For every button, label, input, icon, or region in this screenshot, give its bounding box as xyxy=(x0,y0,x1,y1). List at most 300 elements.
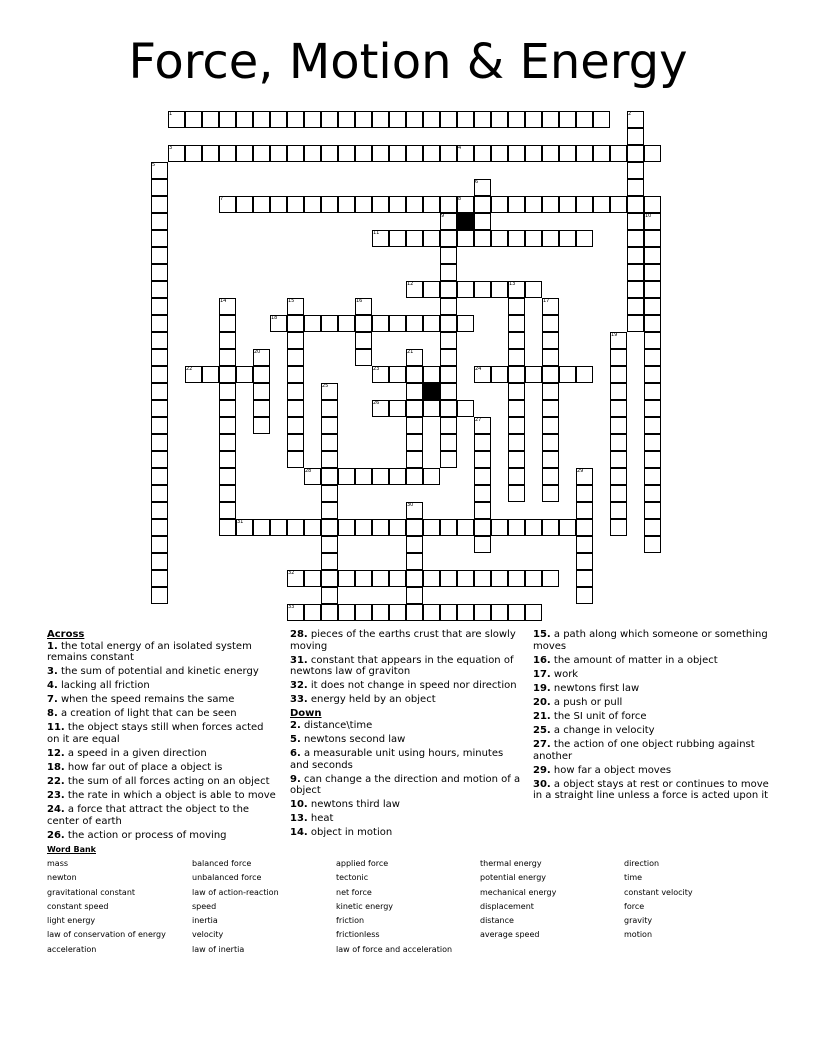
grid-cell[interactable] xyxy=(457,230,474,247)
grid-cell[interactable] xyxy=(491,145,508,162)
grid-cell[interactable] xyxy=(525,111,542,128)
grid-cell[interactable] xyxy=(627,247,644,264)
grid-cell[interactable] xyxy=(202,366,219,383)
grid-cell[interactable] xyxy=(508,485,525,502)
grid-cell[interactable] xyxy=(474,485,491,502)
grid-cell[interactable] xyxy=(542,111,559,128)
grid-cell[interactable] xyxy=(423,468,440,485)
grid-cell[interactable] xyxy=(406,366,423,383)
grid-cell[interactable] xyxy=(151,553,168,570)
grid-cell[interactable] xyxy=(219,502,236,519)
grid-cell[interactable] xyxy=(627,264,644,281)
grid-cell[interactable] xyxy=(151,247,168,264)
grid-cell[interactable] xyxy=(321,400,338,417)
grid-cell[interactable] xyxy=(627,145,644,162)
grid-cell[interactable] xyxy=(559,366,576,383)
grid-cell[interactable] xyxy=(474,519,491,536)
grid-cell[interactable] xyxy=(508,298,525,315)
grid-cell[interactable] xyxy=(287,315,304,332)
grid-cell[interactable] xyxy=(644,349,661,366)
grid-cell[interactable] xyxy=(576,485,593,502)
grid-cell[interactable] xyxy=(389,111,406,128)
grid-cell[interactable] xyxy=(542,315,559,332)
grid-cell[interactable] xyxy=(508,366,525,383)
grid-cell[interactable] xyxy=(406,468,423,485)
grid-cell[interactable] xyxy=(474,196,491,213)
grid-cell[interactable] xyxy=(321,519,338,536)
grid-cell[interactable] xyxy=(542,451,559,468)
grid-cell[interactable] xyxy=(406,570,423,587)
grid-cell[interactable] xyxy=(338,604,355,621)
grid-cell[interactable] xyxy=(508,519,525,536)
grid-cell[interactable] xyxy=(440,451,457,468)
grid-cell[interactable] xyxy=(508,230,525,247)
grid-cell[interactable] xyxy=(423,281,440,298)
grid-cell[interactable] xyxy=(389,519,406,536)
grid-cell[interactable] xyxy=(525,145,542,162)
grid-cell[interactable] xyxy=(576,111,593,128)
grid-cell[interactable] xyxy=(491,230,508,247)
grid-cell[interactable] xyxy=(389,230,406,247)
grid-cell[interactable] xyxy=(321,315,338,332)
grid-cell[interactable] xyxy=(440,315,457,332)
grid-cell[interactable] xyxy=(542,519,559,536)
grid-cell[interactable] xyxy=(236,111,253,128)
grid-cell[interactable] xyxy=(406,400,423,417)
grid-cell[interactable] xyxy=(355,519,372,536)
grid-cell[interactable] xyxy=(644,485,661,502)
grid-cell[interactable] xyxy=(457,281,474,298)
grid-cell[interactable] xyxy=(151,519,168,536)
grid-cell[interactable] xyxy=(406,315,423,332)
grid-cell[interactable] xyxy=(610,417,627,434)
grid-cell[interactable] xyxy=(253,519,270,536)
grid-cell[interactable] xyxy=(440,519,457,536)
grid-cell[interactable] xyxy=(542,349,559,366)
grid-cell[interactable] xyxy=(151,468,168,485)
grid-cell[interactable] xyxy=(525,281,542,298)
grid-cell[interactable] xyxy=(610,383,627,400)
grid-cell[interactable] xyxy=(491,111,508,128)
grid-cell[interactable] xyxy=(610,451,627,468)
grid-cell[interactable] xyxy=(474,281,491,298)
grid-cell[interactable] xyxy=(219,485,236,502)
grid-cell[interactable] xyxy=(491,366,508,383)
grid-cell[interactable] xyxy=(355,332,372,349)
grid-cell[interactable] xyxy=(219,383,236,400)
grid-cell[interactable] xyxy=(406,111,423,128)
grid-cell[interactable] xyxy=(151,315,168,332)
grid-cell[interactable] xyxy=(627,315,644,332)
grid-cell[interactable] xyxy=(253,111,270,128)
grid-cell[interactable] xyxy=(559,230,576,247)
grid-cell[interactable] xyxy=(644,417,661,434)
grid-cell[interactable] xyxy=(559,519,576,536)
grid-cell[interactable] xyxy=(542,417,559,434)
grid-cell[interactable] xyxy=(304,315,321,332)
grid-cell[interactable] xyxy=(542,468,559,485)
grid-cell[interactable] xyxy=(406,383,423,400)
grid-cell[interactable] xyxy=(355,196,372,213)
grid-cell[interactable] xyxy=(457,400,474,417)
grid-cell[interactable] xyxy=(287,111,304,128)
grid-cell[interactable] xyxy=(644,281,661,298)
grid-cell[interactable] xyxy=(338,111,355,128)
grid-cell[interactable] xyxy=(219,400,236,417)
grid-cell[interactable] xyxy=(151,570,168,587)
grid-cell[interactable] xyxy=(219,332,236,349)
grid-cell[interactable] xyxy=(610,434,627,451)
grid-cell[interactable] xyxy=(542,400,559,417)
grid-cell[interactable] xyxy=(389,196,406,213)
grid-cell[interactable] xyxy=(508,434,525,451)
grid-cell[interactable] xyxy=(287,196,304,213)
grid-cell[interactable] xyxy=(457,315,474,332)
grid-cell[interactable] xyxy=(610,349,627,366)
grid-cell[interactable] xyxy=(151,536,168,553)
grid-cell[interactable] xyxy=(474,570,491,587)
grid-cell[interactable] xyxy=(542,145,559,162)
grid-cell[interactable] xyxy=(440,196,457,213)
grid-cell[interactable] xyxy=(474,145,491,162)
grid-cell[interactable] xyxy=(406,587,423,604)
grid-cell[interactable] xyxy=(151,587,168,604)
grid-cell[interactable] xyxy=(610,502,627,519)
grid-cell[interactable] xyxy=(491,196,508,213)
grid-cell[interactable] xyxy=(253,145,270,162)
grid-cell[interactable] xyxy=(355,570,372,587)
grid-cell[interactable] xyxy=(644,536,661,553)
grid-cell[interactable] xyxy=(508,383,525,400)
grid-cell[interactable] xyxy=(321,536,338,553)
grid-cell[interactable] xyxy=(576,587,593,604)
grid-cell[interactable] xyxy=(508,111,525,128)
grid-cell[interactable] xyxy=(287,519,304,536)
grid-cell[interactable] xyxy=(185,145,202,162)
grid-cell[interactable] xyxy=(508,604,525,621)
grid-cell[interactable] xyxy=(219,417,236,434)
grid-cell[interactable] xyxy=(644,502,661,519)
grid-cell[interactable] xyxy=(508,332,525,349)
grid-cell[interactable] xyxy=(644,145,661,162)
grid-cell[interactable] xyxy=(627,298,644,315)
grid-cell[interactable] xyxy=(457,604,474,621)
grid-cell[interactable] xyxy=(270,111,287,128)
grid-cell[interactable] xyxy=(151,383,168,400)
grid-cell[interactable] xyxy=(287,145,304,162)
grid-cell[interactable] xyxy=(644,315,661,332)
grid-cell[interactable] xyxy=(542,570,559,587)
grid-cell[interactable] xyxy=(508,451,525,468)
grid-cell[interactable] xyxy=(525,196,542,213)
grid-cell[interactable] xyxy=(457,111,474,128)
grid-cell[interactable] xyxy=(474,434,491,451)
grid-cell[interactable] xyxy=(508,417,525,434)
grid-cell[interactable] xyxy=(576,519,593,536)
grid-cell[interactable] xyxy=(423,519,440,536)
grid-cell[interactable] xyxy=(355,145,372,162)
grid-cell[interactable] xyxy=(423,570,440,587)
grid-cell[interactable] xyxy=(253,417,270,434)
grid-cell[interactable] xyxy=(321,196,338,213)
grid-cell[interactable] xyxy=(440,604,457,621)
grid-cell[interactable] xyxy=(559,145,576,162)
grid-cell[interactable] xyxy=(151,332,168,349)
grid-cell[interactable] xyxy=(474,604,491,621)
grid-cell[interactable] xyxy=(627,281,644,298)
grid-cell[interactable] xyxy=(321,111,338,128)
grid-cell[interactable] xyxy=(219,434,236,451)
grid-cell[interactable] xyxy=(474,230,491,247)
grid-cell[interactable] xyxy=(321,485,338,502)
grid-cell[interactable] xyxy=(542,366,559,383)
grid-cell[interactable] xyxy=(151,264,168,281)
grid-cell[interactable] xyxy=(542,485,559,502)
grid-cell[interactable] xyxy=(219,349,236,366)
grid-cell[interactable] xyxy=(457,570,474,587)
grid-cell[interactable] xyxy=(508,349,525,366)
grid-cell[interactable] xyxy=(508,315,525,332)
grid-cell[interactable] xyxy=(355,111,372,128)
grid-cell[interactable] xyxy=(423,230,440,247)
grid-cell[interactable] xyxy=(423,400,440,417)
grid-cell[interactable] xyxy=(304,604,321,621)
grid-cell[interactable] xyxy=(389,145,406,162)
grid-cell[interactable] xyxy=(287,383,304,400)
grid-cell[interactable] xyxy=(525,570,542,587)
grid-cell[interactable] xyxy=(372,145,389,162)
grid-cell[interactable] xyxy=(151,196,168,213)
grid-cell[interactable] xyxy=(593,111,610,128)
grid-cell[interactable] xyxy=(253,366,270,383)
grid-cell[interactable] xyxy=(440,434,457,451)
grid-cell[interactable] xyxy=(610,519,627,536)
grid-cell[interactable] xyxy=(406,604,423,621)
grid-cell[interactable] xyxy=(372,604,389,621)
grid-cell[interactable] xyxy=(576,196,593,213)
grid-cell[interactable] xyxy=(321,587,338,604)
grid-cell[interactable] xyxy=(627,213,644,230)
grid-cell[interactable] xyxy=(644,434,661,451)
grid-cell[interactable] xyxy=(406,451,423,468)
grid-cell[interactable] xyxy=(372,519,389,536)
grid-cell[interactable] xyxy=(644,519,661,536)
grid-cell[interactable] xyxy=(644,264,661,281)
grid-cell[interactable] xyxy=(576,366,593,383)
grid-cell[interactable] xyxy=(321,468,338,485)
grid-cell[interactable] xyxy=(593,145,610,162)
grid-cell[interactable] xyxy=(610,366,627,383)
grid-cell[interactable] xyxy=(542,230,559,247)
grid-cell[interactable] xyxy=(151,485,168,502)
grid-cell[interactable] xyxy=(423,111,440,128)
grid-cell[interactable] xyxy=(542,196,559,213)
grid-cell[interactable] xyxy=(440,264,457,281)
grid-cell[interactable] xyxy=(508,145,525,162)
grid-cell[interactable] xyxy=(151,179,168,196)
grid-cell[interactable] xyxy=(389,400,406,417)
grid-cell[interactable] xyxy=(338,196,355,213)
grid-cell[interactable] xyxy=(151,451,168,468)
grid-cell[interactable] xyxy=(559,111,576,128)
grid-cell[interactable] xyxy=(542,434,559,451)
grid-cell[interactable] xyxy=(610,468,627,485)
grid-cell[interactable] xyxy=(219,468,236,485)
grid-cell[interactable] xyxy=(525,230,542,247)
grid-cell[interactable] xyxy=(406,519,423,536)
grid-cell[interactable] xyxy=(474,111,491,128)
grid-cell[interactable] xyxy=(185,111,202,128)
grid-cell[interactable] xyxy=(508,468,525,485)
grid-cell[interactable] xyxy=(576,536,593,553)
grid-cell[interactable] xyxy=(389,570,406,587)
grid-cell[interactable] xyxy=(304,111,321,128)
grid-cell[interactable] xyxy=(151,417,168,434)
grid-cell[interactable] xyxy=(151,434,168,451)
grid-cell[interactable] xyxy=(508,196,525,213)
grid-cell[interactable] xyxy=(406,196,423,213)
grid-cell[interactable] xyxy=(338,145,355,162)
grid-cell[interactable] xyxy=(644,383,661,400)
grid-cell[interactable] xyxy=(304,196,321,213)
grid-cell[interactable] xyxy=(644,230,661,247)
grid-cell[interactable] xyxy=(321,434,338,451)
grid-cell[interactable] xyxy=(576,230,593,247)
grid-cell[interactable] xyxy=(338,468,355,485)
grid-cell[interactable] xyxy=(372,315,389,332)
grid-cell[interactable] xyxy=(423,366,440,383)
grid-cell[interactable] xyxy=(253,400,270,417)
grid-cell[interactable] xyxy=(372,196,389,213)
grid-cell[interactable] xyxy=(491,281,508,298)
grid-cell[interactable] xyxy=(508,570,525,587)
grid-cell[interactable] xyxy=(270,519,287,536)
grid-cell[interactable] xyxy=(525,366,542,383)
grid-cell[interactable] xyxy=(372,111,389,128)
grid-cell[interactable] xyxy=(440,383,457,400)
grid-cell[interactable] xyxy=(423,315,440,332)
grid-cell[interactable] xyxy=(423,604,440,621)
grid-cell[interactable] xyxy=(440,247,457,264)
grid-cell[interactable] xyxy=(355,604,372,621)
grid-cell[interactable] xyxy=(491,604,508,621)
grid-cell[interactable] xyxy=(440,417,457,434)
grid-cell[interactable] xyxy=(219,145,236,162)
grid-cell[interactable] xyxy=(440,366,457,383)
grid-cell[interactable] xyxy=(304,519,321,536)
grid-cell[interactable] xyxy=(627,162,644,179)
grid-cell[interactable] xyxy=(304,145,321,162)
grid-cell[interactable] xyxy=(372,570,389,587)
grid-cell[interactable] xyxy=(151,213,168,230)
grid-cell[interactable] xyxy=(338,315,355,332)
grid-cell[interactable] xyxy=(491,570,508,587)
grid-cell[interactable] xyxy=(508,400,525,417)
grid-cell[interactable] xyxy=(355,315,372,332)
grid-cell[interactable] xyxy=(321,604,338,621)
grid-cell[interactable] xyxy=(576,553,593,570)
grid-cell[interactable] xyxy=(610,400,627,417)
grid-cell[interactable] xyxy=(644,366,661,383)
grid-cell[interactable] xyxy=(287,400,304,417)
grid-cell[interactable] xyxy=(474,468,491,485)
grid-cell[interactable] xyxy=(236,196,253,213)
grid-cell[interactable] xyxy=(151,366,168,383)
grid-cell[interactable] xyxy=(355,349,372,366)
grid-cell[interactable] xyxy=(151,281,168,298)
grid-cell[interactable] xyxy=(287,434,304,451)
grid-cell[interactable] xyxy=(202,145,219,162)
grid-cell[interactable] xyxy=(423,145,440,162)
grid-cell[interactable] xyxy=(644,400,661,417)
grid-cell[interactable] xyxy=(644,247,661,264)
grid-cell[interactable] xyxy=(304,570,321,587)
grid-cell[interactable] xyxy=(525,604,542,621)
grid-cell[interactable] xyxy=(321,451,338,468)
grid-cell[interactable] xyxy=(610,196,627,213)
grid-cell[interactable] xyxy=(389,468,406,485)
grid-cell[interactable] xyxy=(219,111,236,128)
grid-cell[interactable] xyxy=(219,451,236,468)
grid-cell[interactable] xyxy=(321,502,338,519)
grid-cell[interactable] xyxy=(440,281,457,298)
grid-cell[interactable] xyxy=(423,196,440,213)
grid-cell[interactable] xyxy=(644,196,661,213)
grid-cell[interactable] xyxy=(219,366,236,383)
grid-cell[interactable] xyxy=(627,230,644,247)
grid-cell[interactable] xyxy=(151,400,168,417)
grid-cell[interactable] xyxy=(236,366,253,383)
grid-cell[interactable] xyxy=(593,196,610,213)
grid-cell[interactable] xyxy=(474,502,491,519)
grid-cell[interactable] xyxy=(440,570,457,587)
grid-cell[interactable] xyxy=(321,570,338,587)
grid-cell[interactable] xyxy=(406,230,423,247)
grid-cell[interactable] xyxy=(440,145,457,162)
grid-cell[interactable] xyxy=(338,570,355,587)
grid-cell[interactable] xyxy=(321,145,338,162)
grid-cell[interactable] xyxy=(389,604,406,621)
grid-cell[interactable] xyxy=(287,417,304,434)
grid-cell[interactable] xyxy=(372,468,389,485)
grid-cell[interactable] xyxy=(440,230,457,247)
grid-cell[interactable] xyxy=(559,196,576,213)
grid-cell[interactable] xyxy=(287,366,304,383)
grid-cell[interactable] xyxy=(474,451,491,468)
grid-cell[interactable] xyxy=(151,230,168,247)
grid-cell[interactable] xyxy=(253,196,270,213)
grid-cell[interactable] xyxy=(219,519,236,536)
grid-cell[interactable] xyxy=(627,179,644,196)
grid-cell[interactable] xyxy=(644,451,661,468)
grid-cell[interactable] xyxy=(151,298,168,315)
grid-cell[interactable] xyxy=(253,383,270,400)
grid-cell[interactable] xyxy=(525,519,542,536)
grid-cell[interactable] xyxy=(644,468,661,485)
grid-cell[interactable] xyxy=(576,502,593,519)
grid-cell[interactable] xyxy=(440,298,457,315)
grid-cell[interactable] xyxy=(440,332,457,349)
grid-cell[interactable] xyxy=(440,400,457,417)
grid-cell[interactable] xyxy=(627,196,644,213)
grid-cell[interactable] xyxy=(440,111,457,128)
grid-cell[interactable] xyxy=(474,536,491,553)
grid-cell[interactable] xyxy=(389,366,406,383)
grid-cell[interactable] xyxy=(406,417,423,434)
grid-cell[interactable] xyxy=(355,468,372,485)
grid-cell[interactable] xyxy=(474,213,491,230)
grid-cell[interactable] xyxy=(542,332,559,349)
